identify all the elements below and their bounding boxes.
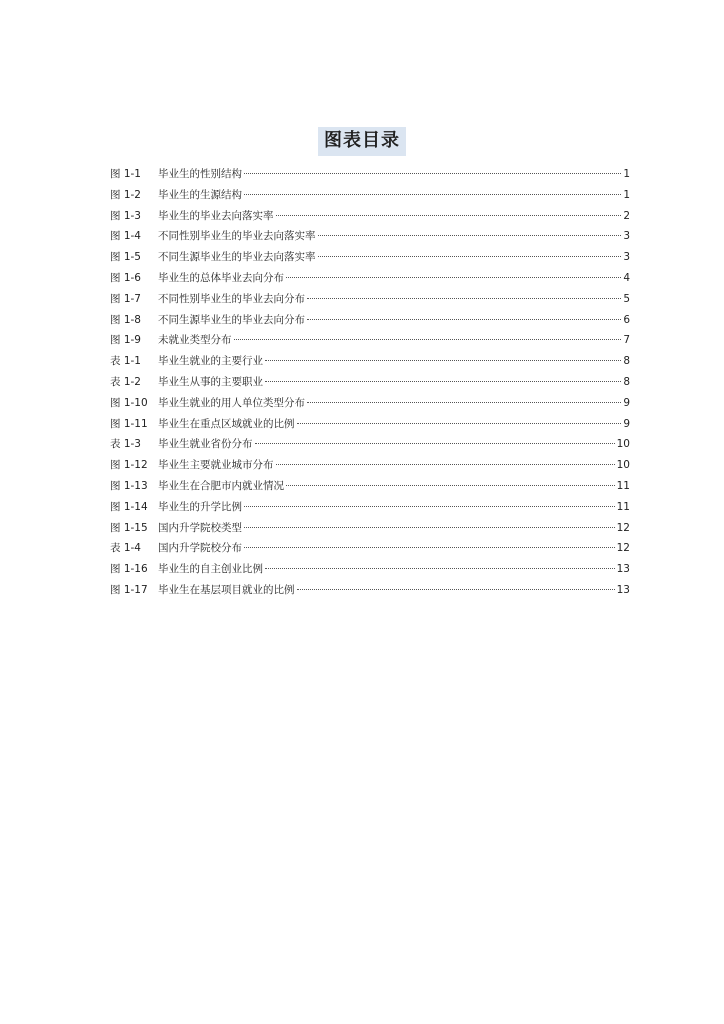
toc-entry-number: 图 1-13 [110, 479, 148, 492]
toc-entry-number: 图 1-6 [110, 271, 141, 284]
toc-entry[interactable] [110, 164, 630, 185]
toc-dot-leader [318, 235, 622, 236]
toc-entry-label: 毕业生主要就业城市分布 [158, 459, 274, 472]
toc-entry-page-number: 12 [616, 542, 630, 555]
toc-entry-page-number: 8 [623, 375, 630, 388]
toc-entry[interactable] [110, 559, 630, 580]
toc-entry-number: 图 1-12 [110, 459, 148, 472]
toc-entry[interactable] [110, 268, 630, 289]
toc-entry-number: 表 1-4 [110, 542, 141, 555]
toc-dot-leader [244, 547, 615, 548]
toc-entry-page-number: 5 [623, 292, 630, 305]
toc-entry[interactable] [110, 247, 630, 268]
toc-dot-leader [244, 173, 621, 174]
toc-entry-label: 毕业生在重点区域就业的比例 [158, 417, 295, 430]
toc-entry-page-number: 7 [623, 334, 630, 347]
toc-entry[interactable] [110, 289, 630, 310]
toc-dot-leader [276, 215, 622, 216]
toc-dot-leader [244, 506, 615, 507]
toc-dot-leader [297, 423, 622, 424]
toc-entry-number: 图 1-2 [110, 188, 141, 201]
toc-entry-page-number: 12 [616, 521, 630, 534]
toc-entry-label: 不同性别毕业生的毕业去向落实率 [158, 230, 316, 243]
toc-entry[interactable] [110, 393, 630, 414]
toc-entry-number: 图 1-17 [110, 583, 148, 596]
toc-dot-leader [244, 194, 621, 195]
toc-entry-number: 表 1-2 [110, 375, 141, 388]
toc-entry-label: 毕业生就业的主要行业 [158, 355, 263, 368]
toc-entry-page-number: 13 [616, 583, 630, 596]
toc-entry-number: 图 1-1 [110, 168, 141, 180]
toc-entry[interactable] [110, 330, 630, 351]
toc-entry-label: 国内升学院校类型 [158, 521, 242, 534]
toc-dot-leader [234, 339, 622, 340]
toc-entry[interactable] [110, 414, 630, 435]
toc-entry[interactable] [110, 455, 630, 476]
toc-entry[interactable] [110, 372, 630, 393]
toc-entry-page-number: 10 [616, 459, 630, 472]
toc-entry[interactable] [110, 497, 630, 518]
toc-entry-number: 图 1-4 [110, 230, 141, 243]
toc-entry-number: 表 1-3 [110, 438, 141, 451]
toc-entry-label: 毕业生在合肥市内就业情况 [158, 479, 284, 492]
toc-entry-label: 毕业生的生源结构 [158, 188, 242, 201]
toc-entry-page-number: 11 [616, 500, 630, 513]
toc-entry[interactable] [110, 434, 630, 455]
toc-dot-leader [244, 527, 615, 528]
toc-entry-page-number: 6 [623, 313, 630, 326]
toc-dot-leader [297, 589, 615, 590]
toc-entry-page-number: 4 [623, 271, 630, 284]
toc-entry-label: 毕业生从事的主要职业 [158, 375, 263, 388]
toc-entry-label: 毕业生就业的用人单位类型分布 [158, 396, 305, 409]
toc-entry-label: 毕业生的升学比例 [158, 500, 242, 513]
toc-dot-leader [307, 298, 621, 299]
toc-entry[interactable] [110, 226, 630, 247]
toc-entry-number: 图 1-16 [110, 563, 148, 576]
toc-entry-number: 图 1-14 [110, 500, 148, 513]
toc-entry-number: 图 1-5 [110, 251, 141, 264]
toc-entry-page-number: 9 [623, 396, 630, 409]
toc-entry-number: 图 1-3 [110, 209, 141, 222]
toc-entry[interactable] [110, 518, 630, 539]
toc-entry-label: 未就业类型分布 [158, 334, 232, 347]
toc-entry[interactable] [110, 476, 630, 497]
toc-entry-page-number: 9 [623, 417, 630, 430]
toc-dot-leader [265, 381, 621, 382]
toc-entry-page-number: 8 [623, 355, 630, 368]
toc-entry-page-number: 1 [623, 168, 630, 180]
toc-entry-label: 毕业生就业省份分布 [158, 438, 253, 451]
table-of-figures [110, 164, 630, 601]
toc-entry-number: 图 1-9 [110, 334, 141, 347]
toc-entry-label: 毕业生的毕业去向落实率 [158, 209, 274, 222]
toc-dot-leader [307, 402, 621, 403]
title-container [0, 127, 724, 156]
toc-entry[interactable] [110, 206, 630, 227]
toc-dot-leader [265, 360, 621, 361]
toc-dot-leader [286, 485, 615, 486]
toc-entry-page-number: 11 [616, 479, 630, 492]
toc-entry-page-number: 3 [623, 251, 630, 264]
toc-entry[interactable] [110, 310, 630, 331]
toc-entry-page-number: 10 [616, 438, 630, 451]
toc-entry-label: 不同生源毕业生的毕业去向落实率 [158, 251, 316, 264]
toc-entry-number: 图 1-8 [110, 313, 141, 326]
toc-dot-leader [318, 256, 622, 257]
toc-entry[interactable] [110, 185, 630, 206]
toc-dot-leader [255, 443, 615, 444]
page-title: 图表目录 [318, 127, 406, 156]
toc-entry-page-number: 2 [623, 209, 630, 222]
toc-entry[interactable] [110, 351, 630, 372]
toc-entry-page-number: 3 [623, 230, 630, 243]
toc-entry-number: 图 1-7 [110, 292, 141, 305]
toc-entry[interactable] [110, 538, 630, 559]
toc-dot-leader [286, 277, 621, 278]
toc-entry-page-number: 1 [623, 188, 630, 201]
toc-entry-number: 图 1-11 [110, 417, 148, 430]
toc-entry-label: 毕业生在基层项目就业的比例 [158, 583, 295, 596]
toc-entry-label: 毕业生的自主创业比例 [158, 563, 263, 576]
toc-dot-leader [276, 464, 615, 465]
toc-dot-leader [307, 319, 621, 320]
toc-entry-label: 毕业生的性别结构 [158, 168, 242, 180]
toc-dot-leader [265, 568, 615, 569]
toc-entry[interactable] [110, 580, 630, 601]
toc-entry-number: 图 1-15 [110, 521, 148, 534]
toc-entry-label: 国内升学院校分布 [158, 542, 242, 555]
toc-entry-label: 不同性别毕业生的毕业去向分布 [158, 292, 305, 305]
toc-entry-number: 图 1-10 [110, 396, 148, 409]
toc-entry-label: 毕业生的总体毕业去向分布 [158, 271, 284, 284]
toc-entry-page-number: 13 [616, 563, 630, 576]
toc-entry-label: 不同生源毕业生的毕业去向分布 [158, 313, 305, 326]
toc-entry-number: 表 1-1 [110, 355, 141, 368]
